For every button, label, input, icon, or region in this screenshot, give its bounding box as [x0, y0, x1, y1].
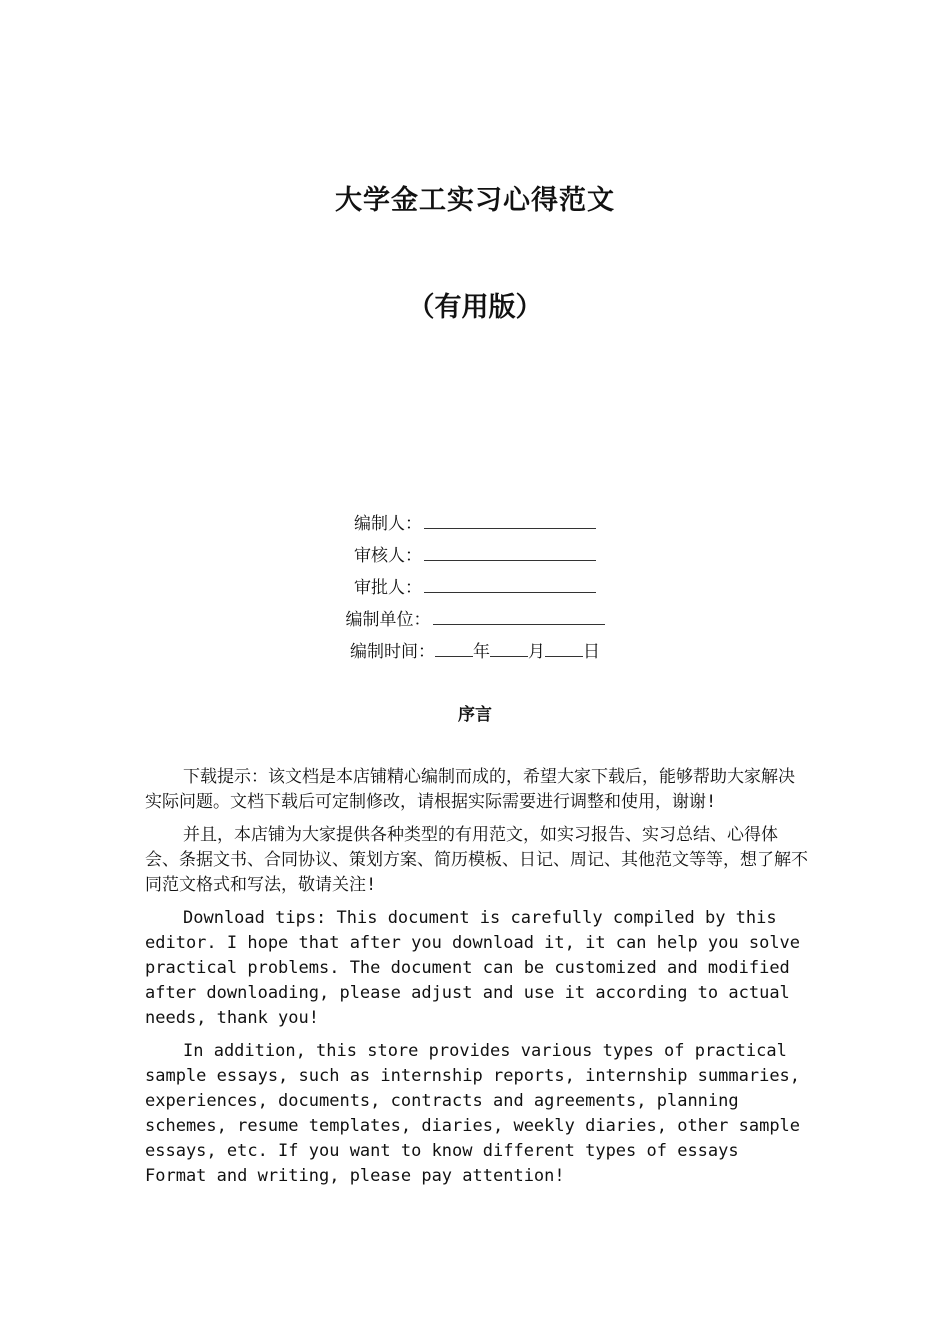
- date-row: [0, 636, 950, 668]
- compile-info-form: [0, 508, 950, 668]
- day-blank: [545, 636, 583, 657]
- unit-row: [0, 604, 950, 636]
- month-blank: [490, 636, 528, 657]
- day-label: 日: [583, 642, 600, 662]
- preface-title: 序言: [458, 705, 492, 725]
- month-label: 月: [528, 642, 545, 662]
- reviewer-row: [0, 540, 950, 572]
- approver-label: 审批人：: [354, 578, 422, 598]
- document-subtitle: （有用版）: [407, 292, 543, 323]
- reviewer-blank: [424, 540, 596, 561]
- compiler-label: 编制人：: [354, 514, 422, 534]
- unit-label: 编制单位：: [345, 610, 431, 630]
- preface-body: [145, 765, 810, 1197]
- year-label: 年: [473, 642, 490, 662]
- preface-paragraph: In addition, this store provides various types of practical sample essays, such as internship reports, internship summaries, experiences, documents, contracts and agreements, planning schemes, resume templates, diaries, weekly diaries, other sample essays, etc. If you want to know different types of essays Format and writing, please pay attention!: [145, 1041, 801, 1186]
- date-label: 编制时间：: [350, 642, 435, 662]
- preface-paragraph: Download tips: This document is carefully compiled by this editor. I hope that after you download it, it can help you solve practical problems. The document can be customized and modified after downloading, please adjust and use it according to actual needs, thank you!: [145, 908, 801, 1028]
- reviewer-label: 审核人：: [354, 546, 422, 566]
- approver-blank: [424, 572, 596, 593]
- approver-row: [0, 572, 950, 604]
- compiler-row: [0, 508, 950, 540]
- year-blank: [435, 636, 473, 657]
- preface-paragraph: 并且，本店铺为大家提供各种类型的有用范文，如实习报告、实习总结、心得体会、条据文书、合同协议、策划方案、简历模板、日记、周记、其他范文等等，想了解不同范文格式和写法，敬请关注!: [145, 825, 808, 895]
- document-title: 大学金工实习心得范文: [335, 185, 615, 216]
- unit-blank: [433, 604, 605, 625]
- compiler-blank: [424, 508, 596, 529]
- preface-paragraph: 下载提示：该文档是本店铺精心编制而成的，希望大家下载后，能够帮助大家解决实际问题。文档下载后可定制修改，请根据实际需要进行调整和使用，谢谢!: [145, 767, 795, 812]
